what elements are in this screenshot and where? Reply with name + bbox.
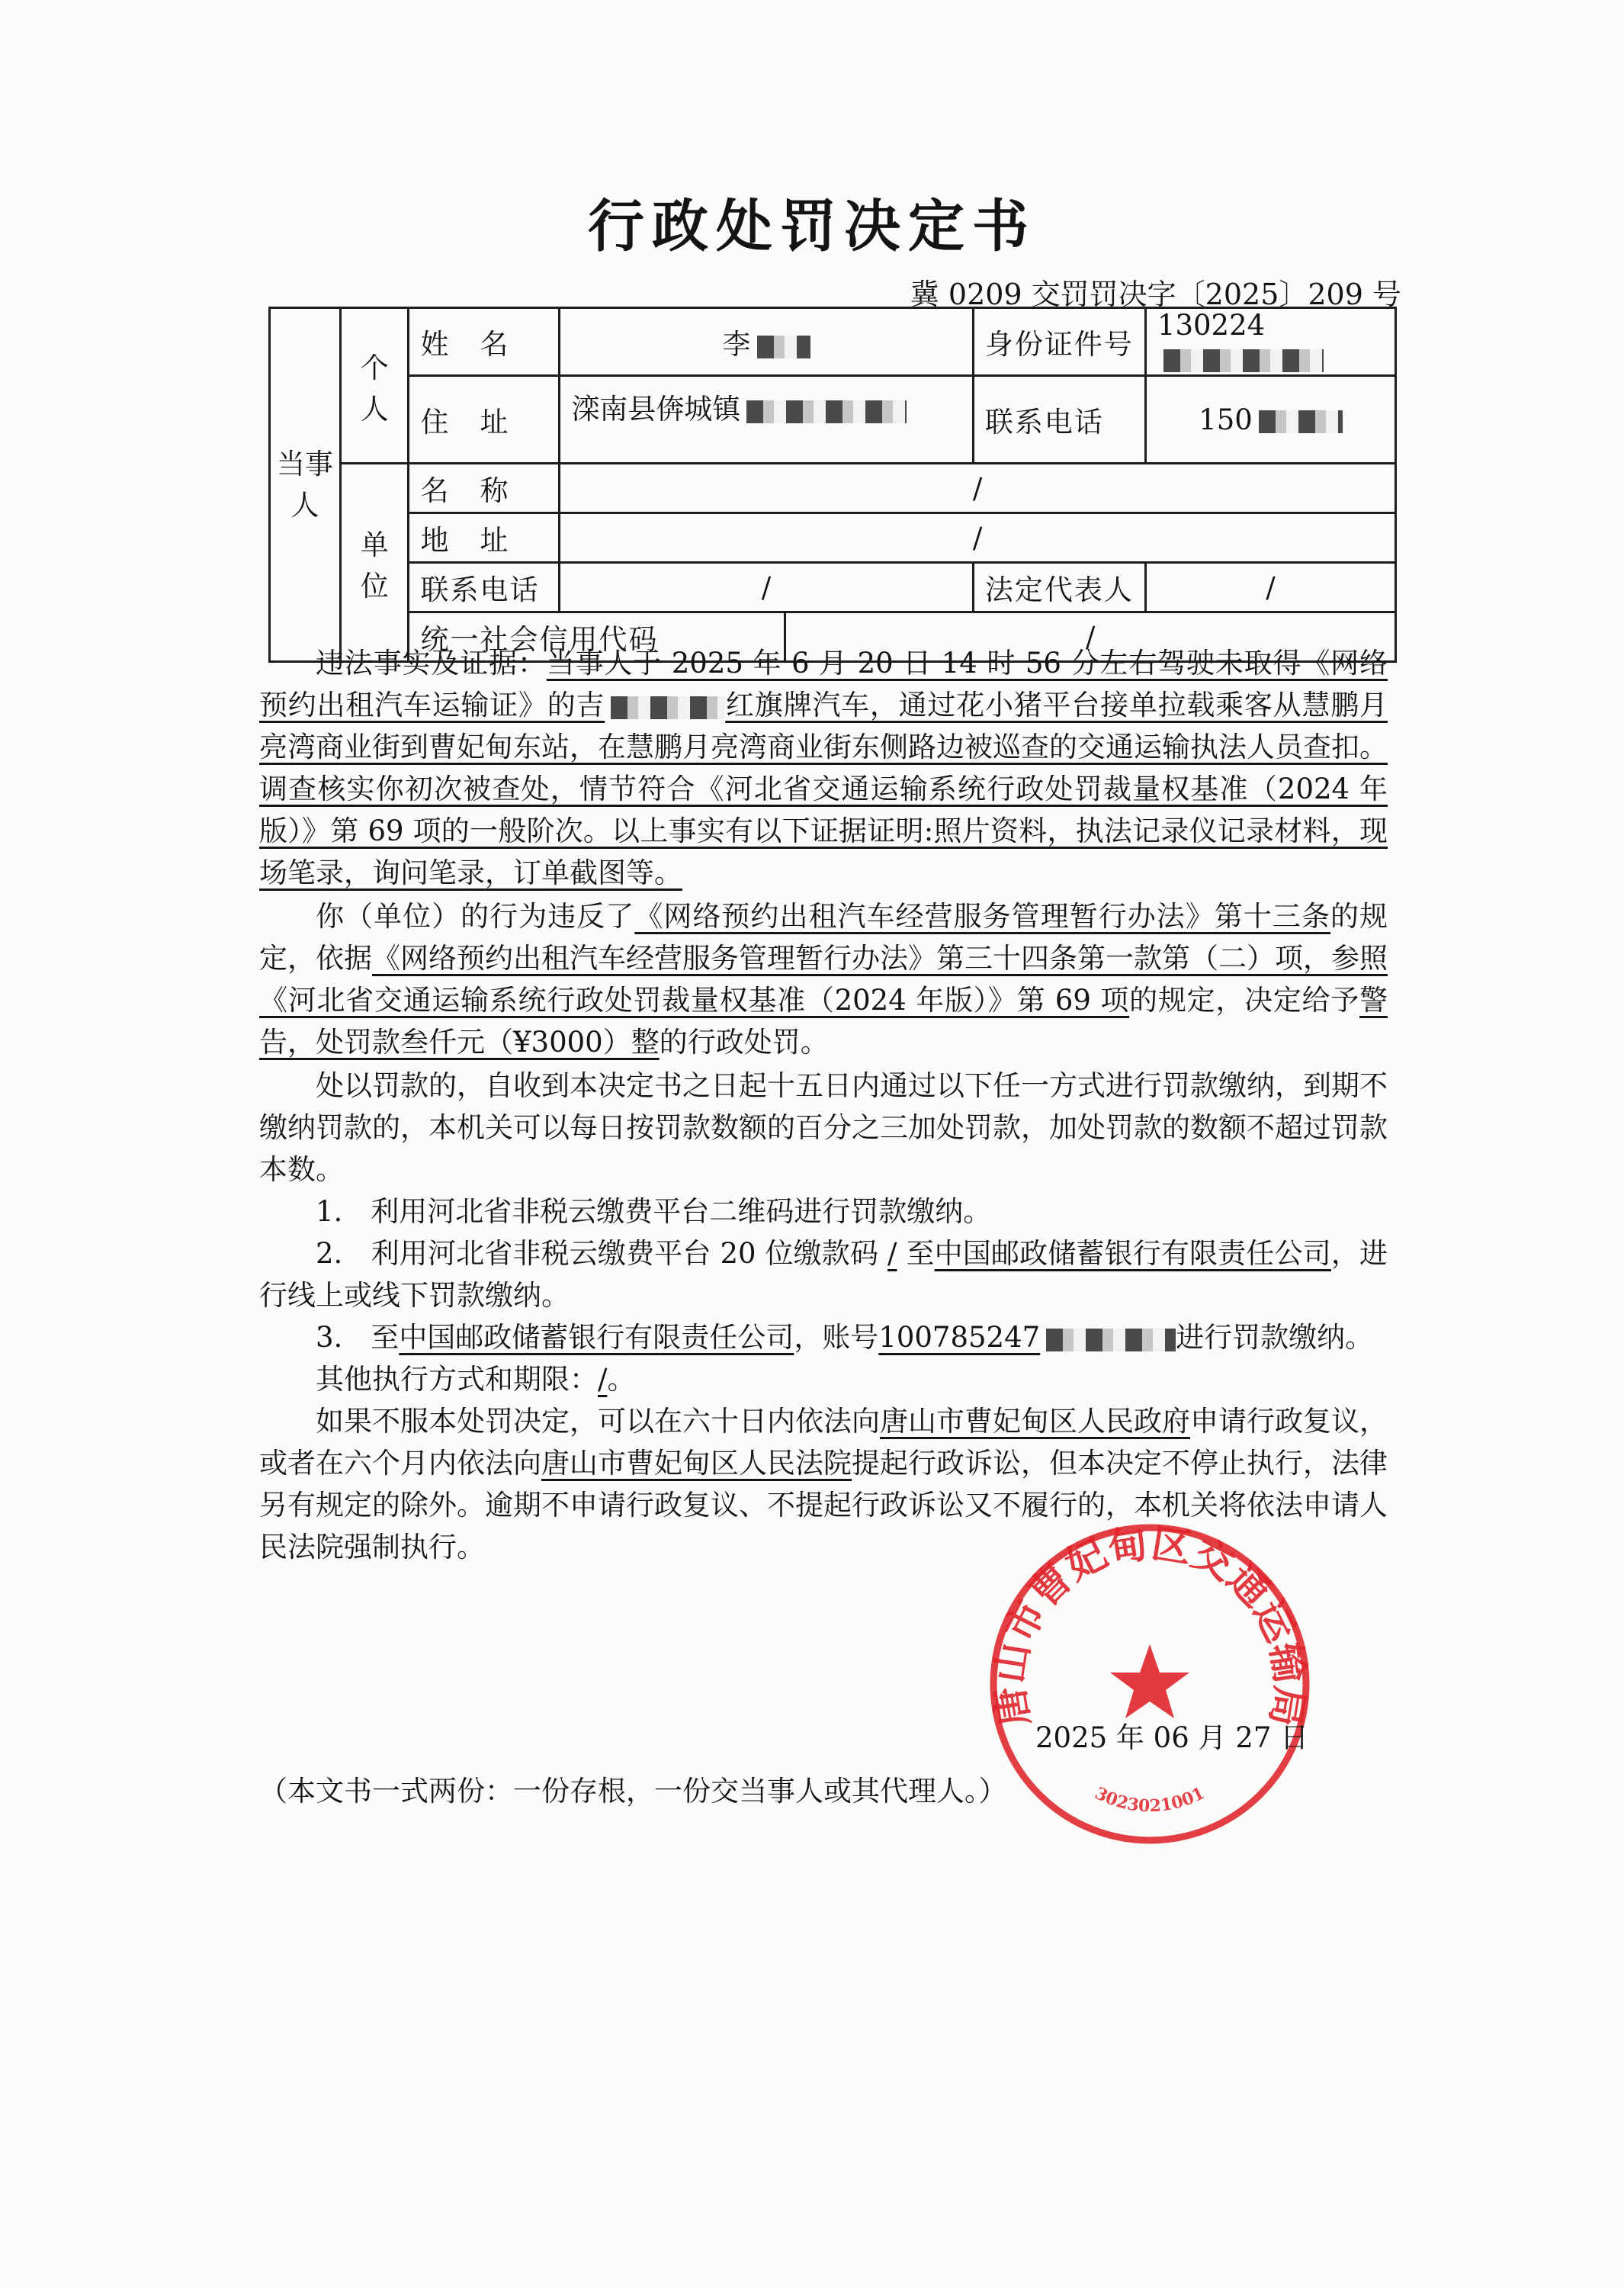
id-label: 身份证件号 xyxy=(973,308,1145,376)
party-label: 当事人 xyxy=(270,308,341,662)
individual-label: 个人 xyxy=(341,308,409,464)
footnote: （本文书一式两份：一份存根，一份交当事人或其代理人。） xyxy=(259,1775,1007,1808)
party-info-table xyxy=(268,307,1397,663)
redaction-mark xyxy=(1046,1329,1176,1351)
decision-date: 2025 年 06 月 27 日 xyxy=(1035,1721,1309,1754)
unit-address-value: / xyxy=(560,513,1396,563)
credit-code-label: 统一社会信用代码 xyxy=(409,612,785,662)
legal-rep-label: 法定代表人 xyxy=(973,563,1145,612)
appeal-paragraph: 如果不服本处罚决定，可以在六十日内依法向唐山市曹妃甸区人民政府申请行政复议，或者在六个月内依法向唐山市曹妃甸区人民法院提起行政诉讼，但本决定不停止执行，法律另有规定的除外。逾期不申请行政复议、不提起行政诉讼又不履行的，本机关将依法申请人民法院强制执行。 xyxy=(259,1405,1388,1563)
redaction-mark xyxy=(611,696,725,719)
document-number: 冀 0209 交罚罚决字〔2025〕209 号 xyxy=(910,278,1401,311)
unit-address-label: 地 址 xyxy=(409,513,560,563)
credit-code-value: / xyxy=(785,612,1396,662)
document-title: 行政处罚决定书 xyxy=(588,194,1036,259)
address-label: 住 址 xyxy=(409,376,560,464)
violation-paragraph: 你（单位）的行为违反了《网络预约出租汽车经营服务管理暂行办法》第十三条的规定，依据《网络预约出租汽车经营服务管理暂行办法》第三十四条第一款第（二）项，参照《河北省交通运输系统行政处罚裁量权基准（2024 年版）》第 69 项的规定，决定给予警告，处罚款叁仟元（¥3000）整的行政处罚。 xyxy=(259,900,1388,1059)
phone-label: 联系电话 xyxy=(973,376,1145,464)
unit-phone-label: 联系电话 xyxy=(409,563,560,612)
unit-name-value: / xyxy=(560,464,1396,513)
legal-rep-value: / xyxy=(1145,563,1395,612)
payment-method-3: 3. 至中国邮政储蓄银行有限责任公司，账号100785247 进行罚款缴纳。 xyxy=(316,1321,1374,1354)
payment-method-1: 1. 利用河北省非税云缴费平台二维码进行罚款缴纳。 xyxy=(316,1195,992,1228)
unit-phone-value: / xyxy=(560,563,974,612)
unit-name-label: 名 称 xyxy=(409,464,560,513)
redaction-mark xyxy=(746,400,907,423)
redaction-mark xyxy=(1259,410,1343,433)
seal-star-icon xyxy=(1110,1644,1189,1718)
name-value: 李 xyxy=(560,308,974,376)
phone-value: 150 xyxy=(1145,376,1395,464)
facts-paragraph: 违法事实及证据：当事人于 2025 年 6 月 20 日 14 时 56 分左右驾驶未取得《网络预约出租汽车运输证》的吉 红旗牌汽车，通过花小猪平台接单拉载乘客从慧鹏月亮湾商业街到曹妃甸东站，在慧鹏月亮湾商业街东侧路边被巡查的交通运输执法人员查扣。调查核实你初次被查处，情节符合《河北省交通运输系统行政处罚裁量权基准（2024 年版）》第 69 项的一般阶次。以上事实有以下证据证明:照片资料，执法记录仪记录材料，现场笔录，询问笔录，订单截图等。 xyxy=(259,647,1388,889)
unit-label: 单位 xyxy=(341,464,409,662)
payment-method-2: 2. 利用河北省非税云缴费平台 20 位缴款码 / 至中国邮政储蓄银行有限责任公司，进行线上或线下罚款缴纳。 xyxy=(259,1237,1388,1312)
payment-intro: 处以罚款的，自收到本决定书之日起十五日内通过以下任一方式进行罚款缴纳，到期不缴纳罚款的，本机关可以每日按罚款数额的百分之三加处罚款，加处罚款的数额不超过罚款本数。 xyxy=(259,1069,1388,1186)
redaction-mark xyxy=(757,336,810,358)
redaction-mark xyxy=(1163,349,1324,372)
document-body xyxy=(259,642,1388,1568)
address-value: 滦南县倴城镇 xyxy=(560,376,974,464)
seal-text: 唐山市曹妃甸区交通运输局 xyxy=(986,1520,1314,1730)
seal-code: 3023021001 xyxy=(1091,1783,1208,1817)
other-execution: 其他执行方式和期限：/。 xyxy=(316,1363,636,1396)
id-value: 130224 xyxy=(1145,308,1395,376)
official-seal xyxy=(982,1516,1317,1852)
name-label: 姓 名 xyxy=(409,308,560,376)
